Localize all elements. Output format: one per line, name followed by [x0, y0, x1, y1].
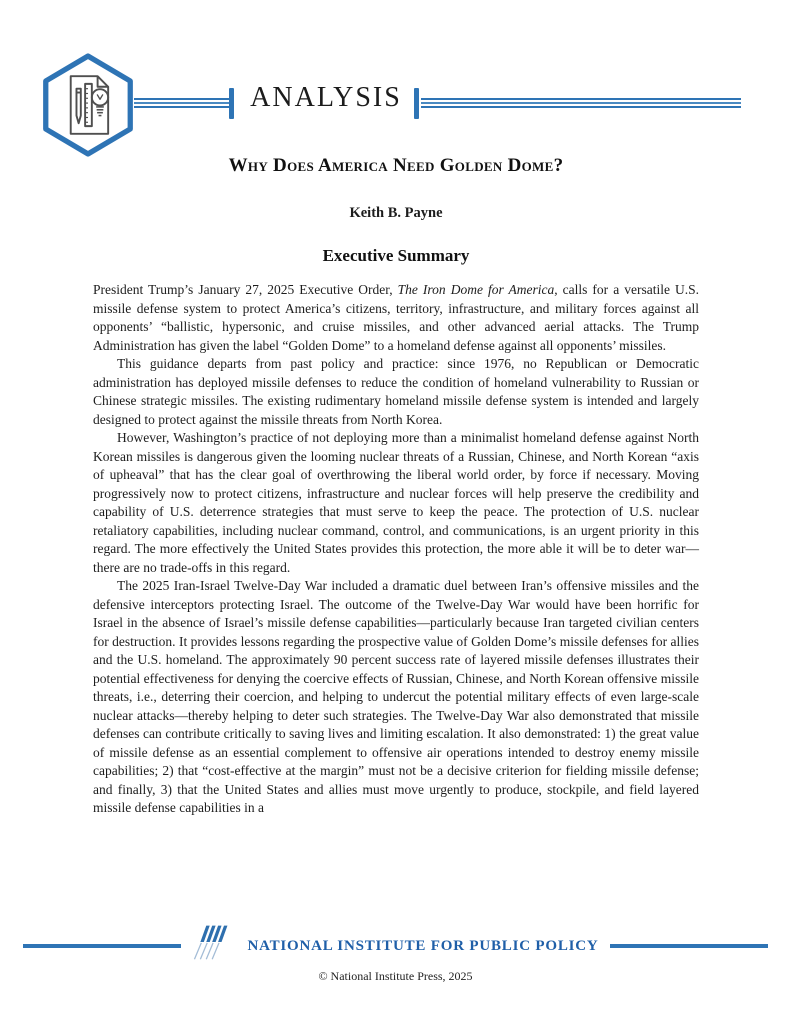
text-segment: However, Washington’s practice of not deploying more than a minimalist homeland defense against North Korean missiles is dangerous given the looming nuclear threats of a Russian, Chinese, and North Korean “axis of upheaval” that has the clear goal of overthrowing the liberal world order, by force if necessary. Moving progressively now to protect citizens, infrastructure and nuclear forces will help preserve the credibility and capability of U.S. deterrence strategies that must serve to keep the peace. The protection of U.S. nuclear retaliatory capabilities, including nuclear command, control, and communications, is an urgent priority in this regard. The more effectively the United States provides this protection, the more able it will be to deter war—there are no trade-offs in this regard.: [93, 430, 699, 575]
document-content: [93, 154, 699, 818]
author-byline: Keith B. Payne: [349, 205, 443, 221]
paragraph: [93, 355, 699, 429]
masthead-divider-left: [229, 88, 234, 119]
footer-banner: [0, 930, 791, 962]
executive-summary-body: [93, 281, 699, 818]
footer-rule-right: [610, 944, 768, 948]
page-title: Why Does America Need Golden Dome?: [228, 155, 564, 176]
text-segment: , calls for a versatile U.S. missile defense system to protect America’s citizens, territory, infrastructure, and military forces against all opponents’ “ballistic, hypersonic, and cruise missiles, and other advanced aerial attacks. The Trump Administration has given the label “Golden Dome” to a homeland defense against all opponents’ missiles.: [93, 282, 699, 353]
paragraph: [93, 281, 699, 355]
footer: [0, 930, 791, 984]
diagonal-stripes-icon: [192, 922, 236, 962]
text-segment: This guidance departs from past policy and practice: since 1976, no Republican or Democratic administration has deployed missile defenses to reduce the condition of homeland vulnerability to Russian or Chinese strategic missiles. The existing rudimentary homeland missile defense system is intended and largely designed to protect against the missile threats from North Korea.: [93, 356, 699, 427]
footer-rule-left: [23, 944, 181, 948]
text-segment: President Trump’s January 27, 2025 Executive Order,: [93, 282, 398, 297]
masthead-rule-right: [421, 98, 741, 108]
copyright-line: © National Institute Press, 2025: [318, 969, 473, 983]
text-segment: The 2025 Iran-Israel Twelve-Day War included a dramatic duel between Iran’s offensive missiles and the defensive interceptors protecting Israel. The outcome of the Twelve-Day War would have been horrific for Israel in the absence of Israel’s missile defense capabilities—particularly because Iran targeted civilian centers for destruction. It provides lessons regarding the prospective value of Golden Dome’s missile defenses for allies and the U.S. homeland. The approximately 90 percent success rate of layered missile defenses illustrates their potential effectiveness for denying the coercive effects of Russian, Chinese, and North Korean offensive missile threats, i.e., deterring their coercion, and helping to undercut the potential military effects of even large-scale nuclear attacks—thereby helping to deter such strategies. The Twelve-Day War also demonstrated that missile defenses can contribute critically to saving lives and limiting escalation. It also demonstrated: 1) the great value of missile defense as an essential complement to offensive air operations intended to destroy enemy missile capabilities; 2) that “cost-effective at the margin” must not be a decisive criterion for fielding missile defense; and finally, 3) that the United States and allies must move urgently to produce, stockpile, and field layered missile defense capabilities in a: [93, 578, 699, 815]
masthead-banner-label: ANALYSIS: [250, 82, 402, 113]
italic-text-segment: The Iron Dome for America: [397, 282, 555, 297]
paragraph: [93, 429, 699, 577]
organization-name: NATIONAL INSTITUTE FOR PUBLIC POLICY: [247, 937, 599, 954]
section-heading: Executive Summary: [322, 246, 470, 265]
paragraph: [93, 577, 699, 818]
hexagon-document-pencil-ruler-lightbulb-icon: [40, 50, 136, 160]
masthead-divider-right: [414, 88, 419, 119]
masthead-rule-left: [134, 98, 232, 108]
